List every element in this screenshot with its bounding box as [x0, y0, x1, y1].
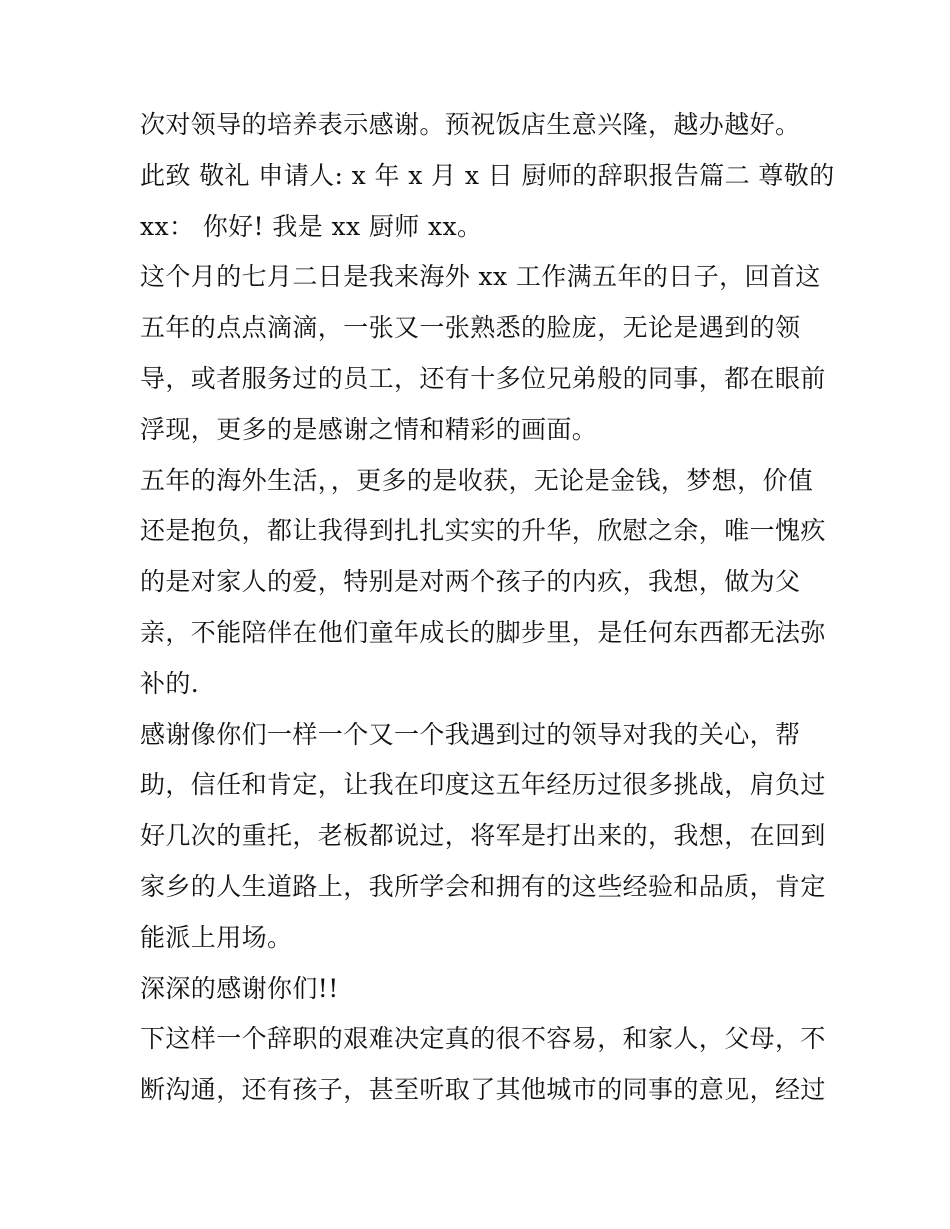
text-line: 好几次的重托，老板都说过，将军是打出来的，我想，在回到: [140, 821, 826, 851]
paragraph-4: [140, 456, 826, 710]
text-line: 导，或者服务过的员工，还有十多位兄弟般的同事，都在眼前: [140, 363, 826, 393]
paragraph-7: [140, 1014, 826, 1116]
text-line: 家乡的人生道路上，我所学会和拥有的这些经验和品质，肯定: [140, 871, 826, 901]
text-line: 五年的海外生活，，更多的是收获，无论是金钱，梦想，价值: [140, 465, 814, 495]
text-line: 五年的点点滴滴，一张又一张熟悉的脸庞，无论是遇到的领: [140, 313, 801, 343]
text-line: 次对领导的培养表示感谢。预祝饭店生意兴隆，越办越好。: [140, 110, 801, 139]
text-line: 助，信任和肯定，让我在印度这五年经历过很多挑战，肩负过: [140, 770, 826, 800]
text-line: 补的.: [140, 668, 200, 698]
text-line: 这个月的七月二日是我来海外 xx 工作满五年的日子，回首这: [140, 262, 821, 292]
paragraph-6: [140, 964, 815, 1015]
paragraph-5: [140, 710, 826, 964]
text-line: xx： 你好! 我是 xx 厨师 xx。: [140, 211, 483, 241]
text-line: 下这样一个辞职的艰难决定真的很不容易，和家人，父母，不: [140, 1024, 826, 1054]
text-line: 浮现，更多的是感谢之情和精彩的画面。: [140, 414, 598, 444]
document-body: [140, 100, 835, 1116]
text-line: 深深的感谢你们!!: [140, 973, 339, 1003]
text-line: 此致 敬礼 申请人: x 年 x 月 x 日 厨师的辞职报告篇二 尊敬的: [140, 160, 835, 190]
text-line: 的是对家人的爱，特别是对两个孩子的内疚，我想，做为父: [140, 567, 801, 597]
text-line: 亲，不能陪伴在他们童年成长的脚步里，是任何东西都无法弥: [140, 617, 826, 647]
text-line: 断沟通，还有孩子，甚至听取了其他城市的同事的意见，经过: [140, 1075, 826, 1105]
text-line: 能派上用场。: [140, 922, 293, 952]
text-line: 还是抱负，都让我得到扎扎实实的升华，欣慰之余，唯一愧疚: [140, 516, 826, 546]
paragraph-3: [140, 252, 826, 455]
paragraph-2: [140, 151, 835, 253]
text-line: 感谢像你们一样一个又一个我遇到过的领导对我的关心，帮: [140, 719, 801, 749]
paragraph-1: [140, 100, 815, 151]
